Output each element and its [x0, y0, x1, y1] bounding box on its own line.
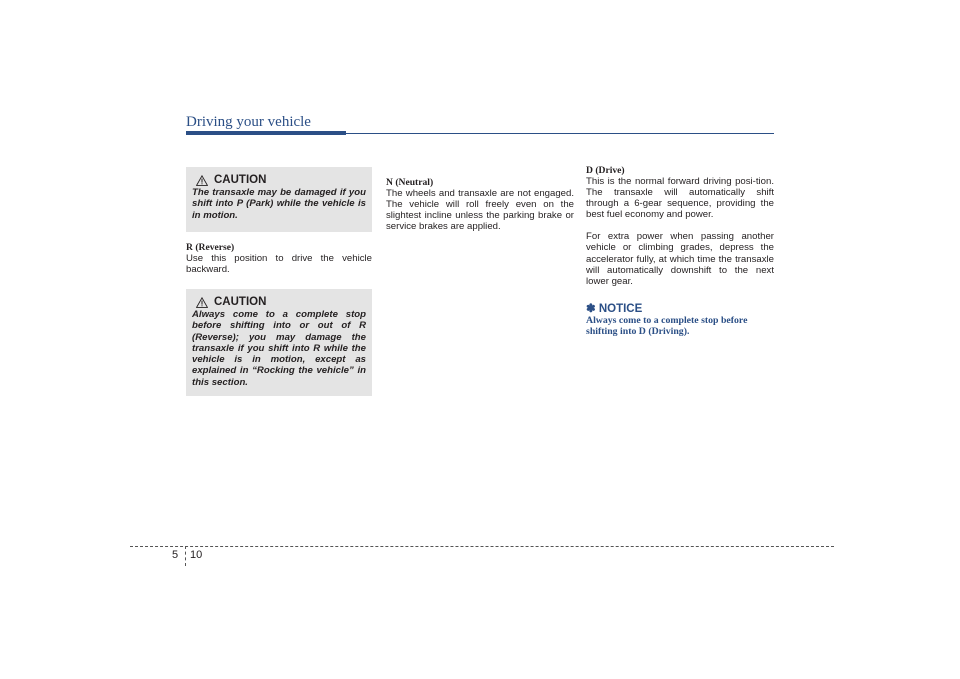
section-heading: R (Reverse) [186, 242, 235, 253]
warning-triangle-icon [196, 297, 208, 308]
caution-heading: CAUTION [214, 296, 267, 308]
caution-text: The transaxle may be damaged if you shift into P (Park) while the vehicle is in motion. [192, 187, 366, 221]
section-neutral [386, 177, 574, 232]
footer-rule [130, 546, 834, 547]
header-rule [346, 133, 774, 134]
caution-text: Always come to a complete stop before shifting into or out of R (Reverse); you may damage the transaxle if you shift into R while the vehicle is in motion, except as explained in “Rocking the vehicle” in this section. [192, 309, 366, 388]
notice-text: Always come to a complete stop before shifting into D (Driving). [586, 314, 748, 338]
footer-separator [185, 546, 186, 566]
caution-box-reverse [186, 289, 372, 396]
section-body: This is the normal forward driving posi-tion. The transaxle will automatically shift through a 6-gear sequence, providing the best fuel economy and power. [586, 176, 774, 221]
section-body: Use this position to drive the vehicle backward. [186, 253, 372, 276]
page-header-title: Driving your vehicle [186, 114, 311, 130]
section-body: The wheels and transaxle are not engaged. The vehicle will roll freely even on the slightest incline unless the parking brake or service brakes are applied. [386, 188, 574, 233]
section-reverse [186, 242, 372, 275]
caution-heading: CAUTION [214, 174, 267, 186]
caution-box-park [186, 167, 372, 232]
header-accent-bar [186, 131, 346, 135]
notice-heading: ✽ NOTICE [586, 302, 643, 315]
section-heading: N (Neutral) [386, 177, 434, 188]
section-heading: D (Drive) [586, 165, 625, 176]
page-number: 10 [190, 549, 203, 561]
chapter-number: 5 [172, 549, 179, 561]
section-body: For extra power when passing another vehicle or climbing grades, depress the accelerator fully, at which time the transaxle will automatically downshift to the next lower gear. [586, 231, 774, 287]
warning-triangle-icon [196, 175, 208, 186]
section-drive [586, 165, 774, 338]
